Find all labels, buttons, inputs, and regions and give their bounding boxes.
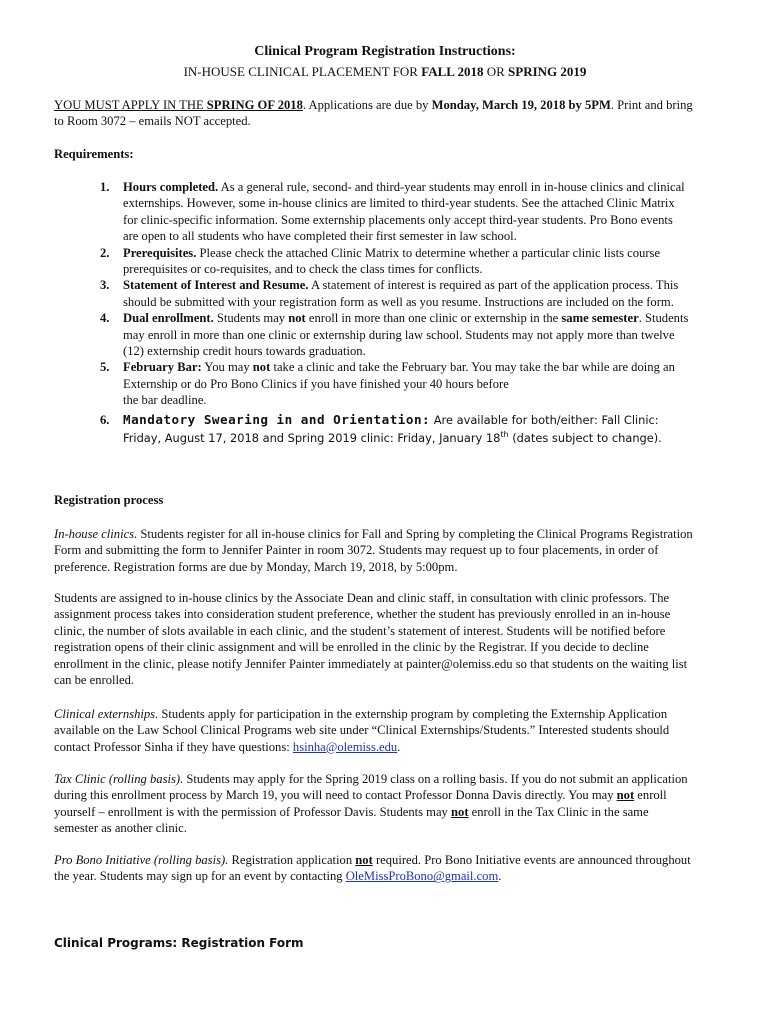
tax-clinic-paragraph: Tax Clinic (rolling basis). Students may apply for the Spring 2019 class on a rolling basis. If you do not submit an application during this enrollment process by March 19, you will need to contact Professor Donna Davis directly. You may not enroll yourself – enrollment is with the permission of Professor Davis. Students may not enroll in the Tax Clinic in the same semester as another clinic. (54, 772, 688, 836)
list-item: 4. Dual enrollment. Students may not enroll in more than one clinic or externship in the same semester. Students may enroll in more than one clinic or externship during law school. Students may not apply more than twelve (12) externship credit hours towards graduation. (100, 311, 689, 359)
list-item: 1. Hours completed. As a general rule, second- and third-year students may enroll in in-house clinics and clinical externships. However, some in-house clinics are limited to third-year students. See the attached Clinic Matrix for clinic-specific information. Some externship placements only accept third-year students. Pro Bono events are open to all students who have completed their first semester in law school. (100, 180, 685, 244)
requirements-list (54, 179, 690, 447)
document-title: Clinical Program Registration Instructions: (254, 44, 516, 59)
requirements-heading: Requirements: (54, 147, 134, 161)
subtitle-term-fall: FALL 2018 (421, 64, 484, 79)
assignment-paragraph: Students are assigned to in-house clinics by the Associate Dean and clinic staff, in consultation with clinic professors. The assignment process takes into consideration student preference, whether the student has previously enrolled in an in-house clinic, the number of slots available in each clinic, and the student’s statement of interest. Students will be notified before registration opens of their clinic assignment and will be enrolled in the clinic by the Registrar. If you decide to decline enrollment in the clinic, please notify Jennifer Painter immediately at painter@olemiss.edu so that students on the waiting list can be enrolled. (54, 591, 688, 688)
registration-heading: Registration process (54, 493, 164, 507)
list-item: 5. February Bar: You may not take a clinic and take the February bar. You may take the bar while are doing an Externship or do Pro Bono Clinics if you have finished your 40 hours before the bar deadline. (100, 360, 675, 408)
intro-paragraph: YOU MUST APPLY IN THE SPRING OF 2018. Applications are due by Monday, March 19, 2018 by 5PM. Print and bring to Room 3072 – emails NOT accepted. (54, 98, 693, 129)
subtitle-text: OR (483, 64, 509, 79)
probono-paragraph: Pro Bono Initiative (rolling basis). Registration application not required. Pro Bono Initiative events are announced throughout the year. Students may sign up for an event by contacting OleMissProBono@gmail.com. (54, 853, 691, 884)
document-subtitle (0, 64, 770, 80)
externships-paragraph: Clinical externships. Students apply for participation in the externship program by completing the Externship Application available on the Law School Clinical Programs web site under “Clinical Externships/Students.” Interested students should contact Professor Sinha if they have questions: hsinha@olemiss.edu. (54, 707, 670, 754)
inhouse-paragraph: In-house clinics. Students register for all in-house clinics for Fall and Spring by completing the Clinical Programs Registration Form and submitting the form to Jennifer Painter in room 3072. Students may request up to four placements, in order of preference. Registration forms are due by Monday, March 19, 2018, by 5:00pm. (54, 527, 693, 574)
subtitle-term-spring: SPRING 2019 (508, 64, 587, 79)
list-item: 3. Statement of Interest and Resume. A statement of interest is required as part of the application process. This should be submitted with your registration form as well as you resume. Instructions are included on the form. (100, 278, 679, 309)
registration-form-title: Clinical Programs: Registration Form (54, 936, 304, 950)
sinha-email-link[interactable]: hsinha@olemiss.edu (292, 739, 398, 754)
probono-email-link[interactable]: OleMissProBono@gmail.com (345, 869, 499, 884)
subtitle-text: IN-HOUSE CLINICAL PLACEMENT FOR (183, 64, 422, 79)
list-item: 6. Mandatory Swearing in and Orientation: Are available for both/either: Fall Clinic: Friday, August 17, 2018 and Spring 2019 clinic: Friday, January 18th (dates subject to change). (100, 411, 662, 445)
list-item: 2. Prerequisites. Please check the attached Clinic Matrix to determine whether a particular clinic lists course prerequisites or co-requisites, and to check the class times for conflicts. (100, 245, 661, 277)
